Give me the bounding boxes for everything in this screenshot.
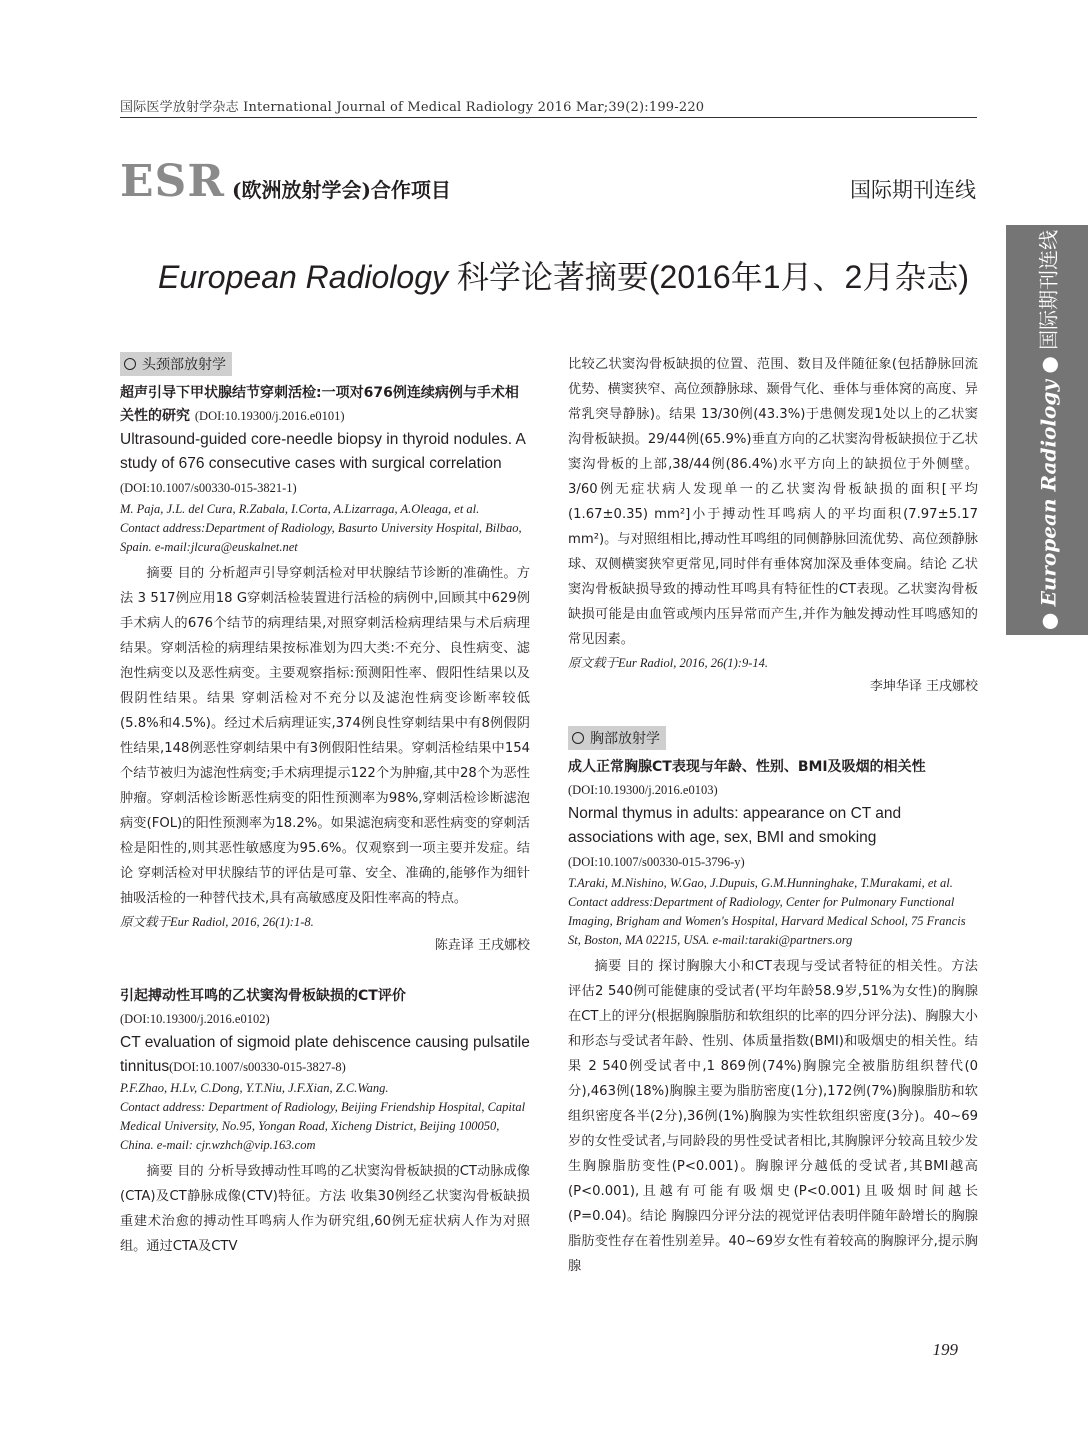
source-citation: 原文载于Eur Radiol, 2016, 26(1):1-8. bbox=[120, 915, 314, 929]
title-rest: 科学论著摘要(2016年1月、2月杂志) bbox=[456, 259, 969, 295]
doi: (DOI:10.1007/s00330-015-3821-1) bbox=[120, 481, 297, 495]
side-tab-journal: European Radiology bbox=[1036, 380, 1061, 607]
abstract-body: 摘要 目的 探讨胸腺大小和CT表现与受试者特征的相关性。方法 评估2 540例可能健康的受试者(平均年龄58.9岁,51%为女性)的胸腺在CT上的评分(根据胸腺脂肪和软组织的比率的四分评分法)、胸腺大小和形态与受试者年龄、性别、体质量指数(BMI)和吸烟史的相关性。结果 2 540例受试者中,1 869例(74%)胸腺完全被脂肪组织替代(0分),463例(18%)胸腺主要为脂肪密度(1分),172例(7%)胸腺脂肪和软组织密度各半(2分),36例(1%)胸腺为实性软组织密度(3分)。40~69岁的女性受试者,与同龄段的男性受试者相比,其胸腺评分较高且较少发生胸腺脂肪变性(P<0.001)。胸腺评分越低的受试者,其BMI越高(P<0.001),且越有可能有吸烟史(P<0.001)且吸烟时间越长(P=0.04)。结论 胸腺四分评分法的视觉评估表明伴随年龄增长的胸腺脂肪变性存在着性别差异。40~69岁女性有着较高的胸腺评分,提示胸腺 bbox=[568, 959, 978, 1274]
english-title: CT evaluation of sigmoid plate dehiscence causing pulsatile tinnitus(DOI:10.1007/s00330-015-3827-8) bbox=[120, 1034, 530, 1075]
authors: P.F.Zhao, H.Lv, C.Dong, Y.T.Niu, J.F.Xian, Z.C.Wang. bbox=[120, 1081, 389, 1095]
contact-address: Contact address: Department of Radiology, Beijing Friendship Hospital, Capital Medical University, No.95, Yongan Road, Xicheng District, Beijing 100050, China. e-mail: cjr.wzhch@vip.163.com bbox=[120, 1100, 526, 1152]
article-title: 引起搏动性耳鸣的乙状窦沟骨板缺损的CT评价 (DOI:10.19300/j.2016.e0102) bbox=[120, 988, 406, 1026]
right-column bbox=[568, 352, 978, 1279]
esr-logo: ESR bbox=[120, 156, 225, 207]
article-title: 成人正常胸腺CT表现与年龄、性别、BMI及吸烟的相关性 (DOI:10.19300/j.2016.e0103) bbox=[568, 759, 926, 797]
running-head: 国际医学放射学杂志 International Journal of Medical Radiology 2016 Mar;39(2):199-220 bbox=[120, 100, 705, 115]
section-chest: 胸部放射学 bbox=[568, 726, 666, 750]
esr-subtitle: (欧洲放射学会)合作项目 bbox=[232, 178, 451, 202]
circle-icon bbox=[124, 358, 136, 370]
side-tab-text: ● European Radiology ● 国际期刊连线 bbox=[1036, 229, 1061, 631]
circle-icon bbox=[572, 732, 584, 744]
left-column bbox=[120, 352, 530, 1259]
doi: (DOI:10.19300/j.2016.e0101) bbox=[194, 409, 345, 423]
header-rule bbox=[120, 117, 977, 118]
section-head-neck: 头颈部放射学 bbox=[120, 352, 232, 376]
english-title: Normal thymus in adults: appearance on CT and associations with age, sex, BMI and smoking (DOI:10.1007/s00330-015-3796-y) bbox=[568, 805, 902, 869]
authors: M. Paja, J.L. del Cura, R.Zabala, I.Corta, A.Lizarraga, A.Oleaga, et al. bbox=[120, 502, 480, 516]
side-tab-cn: 国际期刊连线 bbox=[1036, 229, 1061, 350]
doi: (DOI:10.19300/j.2016.e0103) bbox=[568, 783, 718, 797]
side-tab bbox=[1006, 225, 1088, 635]
contact-address: Contact address:Department of Radiology, Center for Pulmonary Functional Imaging, Brigham and Women's Hospital, Harvard Medical School, 75 Francis St, Boston, MA 02215, USA. e-mail:taraki@partners.org bbox=[568, 895, 966, 947]
authors: T.Araki, M.Nishino, W.Gao, J.Dupuis, G.M.Hunninghake, T.Murakami, et al. bbox=[568, 876, 953, 890]
page-number: 199 bbox=[932, 1340, 958, 1359]
abstract-body-continued: 比较乙状窦沟骨板缺损的位置、范围、数目及伴随征象(包括静脉回流优势、横窦狭窄、高位颈静脉球、颞骨气化、垂体与垂体窝的高度、异常乳突导静脉)。结果 13/30例(43.3%)于患侧发现1处以上的乙状窦沟骨板缺损。29/44例(65.9%)垂直方向的乙状窦沟骨板缺损位于乙状窦沟骨板的上部,38/44例(86.4%)水平方向上的缺损位于外侧壁。3/60例无症状病人发现单一的乙状窦沟骨板缺损的面积[平均(1.67±0.35) mm²]小于搏动性耳鸣病人的平均面积(7.97±5.17 mm²)。与对照组相比,搏动性耳鸣组的同侧静脉回流优势、高位颈静脉球、双侧横窦狭窄更常见,同时伴有垂体窝加深及垂体变扁。结论 乙状窦沟骨板缺损导致的搏动性耳鸣具有特征性的CT表现。乙状窦沟骨板缺损可能是由血管或颅内压异常而产生,并作为触发搏动性耳鸣感知的常见因素。 bbox=[568, 357, 978, 647]
doi: (DOI:10.19300/j.2016.e0102) bbox=[120, 1012, 270, 1026]
english-title: Ultrasound-guided core-needle biopsy in thyroid nodules. A study of 676 consecutive cases with surgical correlation (DOI:10.1007/s00330-015-3821-1) bbox=[120, 431, 525, 495]
doi: (DOI:10.1007/s00330-015-3827-8) bbox=[169, 1060, 346, 1074]
doi: (DOI:10.1007/s00330-015-3796-y) bbox=[568, 855, 745, 869]
section-label: 国际期刊连线 bbox=[850, 178, 976, 202]
translator: 陈垚译 王戌娜校 bbox=[434, 938, 530, 953]
abstract-body: 摘要 目的 分析导致搏动性耳鸣的乙状窦沟骨板缺损的CT动脉成像(CTA)及CT静脉成像(CTV)特征。方法 收集30例经乙状窦沟骨板缺损重建术治愈的搏动性耳鸣病人作为研究组,60例无症状病人作为对照组。通过CTA及CTV bbox=[120, 1164, 530, 1254]
page-title bbox=[158, 258, 969, 296]
article-title: 超声引导下甲状腺结节穿刺活检:一项对676例连续病例与手术相关性的研究 (DOI:10.19300/j.2016.e0101) bbox=[120, 385, 519, 424]
translator: 李坤华译 王戌娜校 bbox=[869, 679, 978, 694]
abstract-body: 摘要 目的 分析超声引导穿刺活检对甲状腺结节诊断的准确性。方法 3 517例应用18 G穿刺活检装置进行活检的病例中,回顾其中629例手术病人的676个结节的病理结果,对照穿刺活检病理结果与术后病理结果。穿刺活检的病理结果按标准划为四大类:不充分、良性病变、滤泡性病变以及恶性病变。主要观察指标:预测阳性率、假阳性结果以及假阴性结果。结果 穿刺活检对不充分以及滤泡性病变诊断率较低(5.8%和4.5%)。经过术后病理证实,374例良性穿刺结果中有8例假阴性结果,148例恶性穿刺结果中有3例假阳性结果。穿刺活检结果中154个结节被归为滤泡性病变;手术病理提示122个为肿瘤,其中28个为恶性肿瘤。穿刺活检诊断恶性病变的阳性预测率为98%,穿刺活检诊断滤泡病变(FOL)的阳性预测率为18.2%。如果滤泡病变和恶性病变的穿刺活检是阳性的,则其恶性敏感度为95.6%。仅观察到一项主要并发症。结论 穿刺活检对甲状腺结节的评估是可靠、安全、准确的,能够作为细针抽吸活检的一种替代技术,具有高敏感度及阳性率高的特点。 bbox=[120, 566, 530, 906]
title-journal: European Radiology bbox=[158, 259, 448, 295]
source-citation: 原文载于Eur Radiol, 2016, 26(1):9-14. bbox=[568, 656, 768, 670]
contact-address: Contact address:Department of Radiology, Basurto University Hospital, Bilbao, Spain. e-mail:jlcura@euskalnet.net bbox=[120, 521, 522, 554]
